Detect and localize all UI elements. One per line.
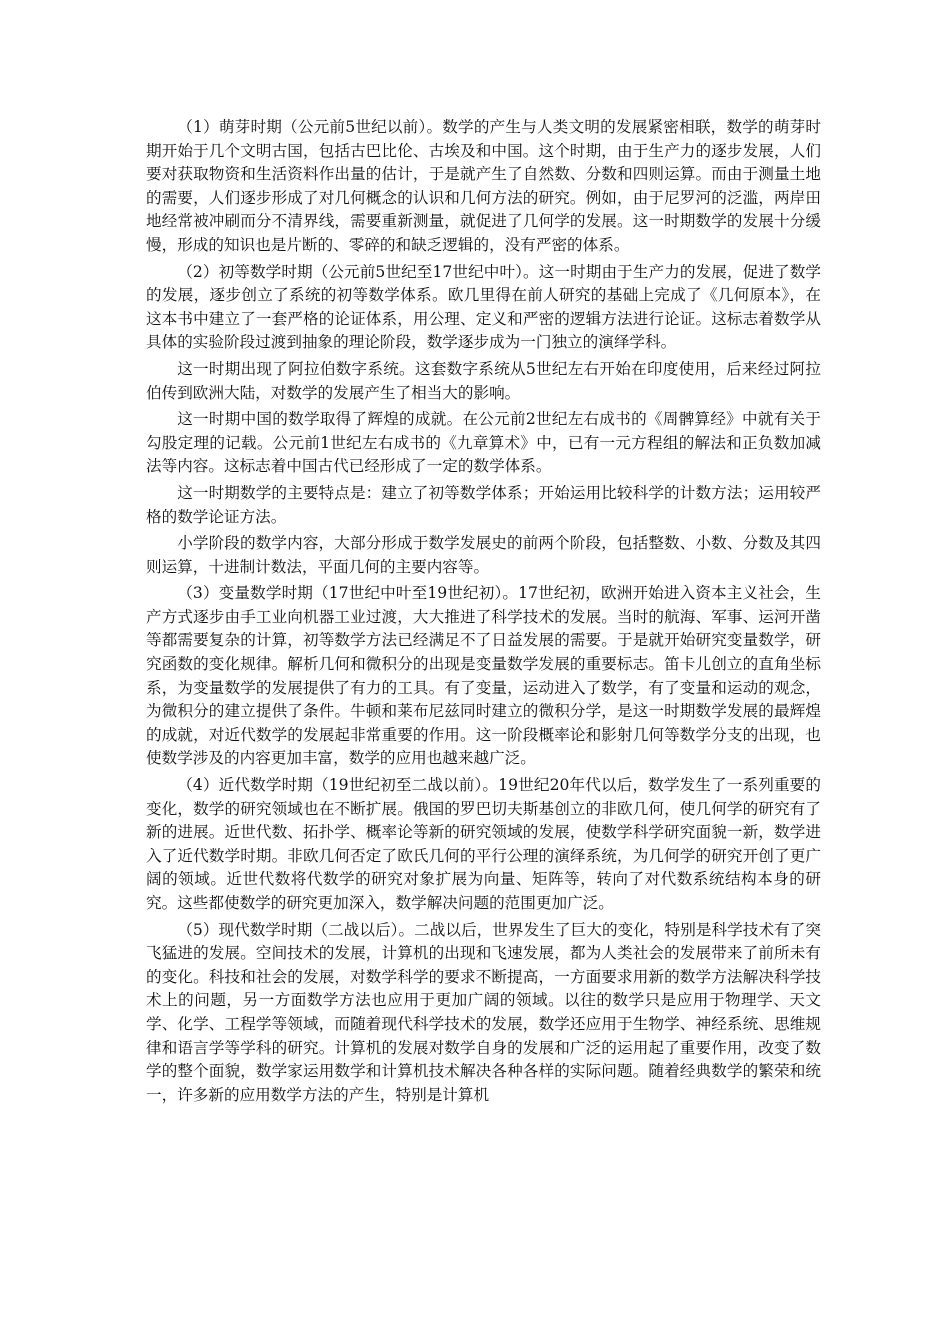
paragraph-elementary-period: （2）初等数学时期（公元前5世纪至17世纪中叶）。这一时期由于生产力的发展，促进了数学的发展，逐步创立了系统的初等数学体系。欧几里得在前人研究的基础上完成了《几何原本》，在这本书中建立了一套严格的论证体系，用公理、定义和严密的逻辑方法进行论证。这标志着数学从具体的实验阶段过渡到抽象的理论阶段，数学逐步成为一门独立的演绎学科。 — [146, 262, 821, 352]
paragraph-arabic-numerals: 这一时期出现了阿拉伯数字系统。这套数字系统从5世纪左右开始在印度使用，后来经过阿拉伯传到欧洲大陆，对数学的发展产生了相当大的影响。 — [146, 359, 821, 402]
paragraph-budding-period: （1）萌芽时期（公元前5世纪以前）。数学的产生与人类文明的发展紧密相联，数学的萌芽时期开始于几个文明古国，包括古巴比伦、古埃及和中国。这个时期，由于生产力的逐步发展，人们要对获取物资和生活资料作出量的估计，于是就产生了自然数、分数和四则运算。而由于测量土地的需要，人们逐步形成了对几何概念的认识和几何方法的研究。例如，由于尼罗河的泛滥，两岸田地经常被冲刷而分不清界线，需要重新测量，就促进了几何学的发展。这一时期数学的发展十分缓慢，形成的知识也是片断的、零碎的和缺乏逻辑的，没有严密的体系。 — [146, 118, 821, 254]
paragraph-contemporary-period: （5）现代数学时期（二战以后）。二战以后，世界发生了巨大的变化，特别是科学技术有了突飞猛进的发展。空间技术的发展，计算机的出现和飞速发展，都为人类社会的发展带来了前所未有的变化。科技和社会的发展，对数学科学的要求不断提高，一方面要求用新的数学方法解决科学技术上的问题，另一方面数学方法也应用于更加广阔的领域。以往的数学只是应用于物理学、天文学、化学、工程学等领域，而随着现代科学技术的发展，数学还应用于生物学、神经系统、思维规律和语言学等学科的研究。计算机的发展对数学自身的发展和广泛的运用起了重要作用，改变了数学的整个面貌，数学家运用数学和计算机技术解决各种各样的实际问题。随着经典数学的繁荣和统一，许多新的应用数学方法的产生，特别是计算机 — [146, 920, 821, 1104]
paragraph-period-features: 这一时期数学的主要特点是：建立了初等数学体系；开始运用比较科学的计数方法；运用较严格的数学论证方法。 — [146, 483, 821, 526]
paragraph-modern-period: （4）近代数学时期（19世纪初至二战以前）。19世纪20年代以后，数学发生了一系列重要的变化，数学的研究领域也在不断扩展。俄国的罗巴切夫斯基创立的非欧几何，使几何学的研究有了新的进展。近世代数、拓扑学、概率论等新的研究领域的发展，使数学科学研究面貌一新，数学进入了近代数学时期。非欧几何否定了欧氏几何的平行公理的演绎系统，为几何学的研究开创了更广阔的领域。近世代数将代数学的研究对象扩展为向量、矩阵等，转向了对代数系统结构本身的研究。这些都使数学的研究更加深入，数学解决问题的范围更加广泛。 — [146, 776, 821, 912]
document-body — [146, 116, 821, 1110]
paragraph-variable-period: （3）变量数学时期（17世纪中叶至19世纪初）。17世纪初，欧洲开始进入资本主义社会，生产方式逐步由手工业向机器工业过渡，大大推进了科学技术的发展。当时的航海、军事、运河开凿等都需要复杂的计算，初等数学方法已经满足不了日益发展的需要。于是就开始研究变量数学，研究函数的变化规律。解析几何和微积分的出现是变量数学发展的重要标志。笛卡儿创立的直角坐标系，为变量数学的发展提供了有力的工具。有了变量，运动进入了数学，有了变量和运动的观念，为微积分的建立提供了条件。牛顿和莱布尼兹同时建立的微积分学，是这一时期数学发展的最辉煌的成就，对近代数学的发展起非常重要的作用。这一阶段概率论和影射几何等数学分支的出现，也使数学涉及的内容更加丰富，数学的应用也越来越广泛。 — [146, 584, 821, 768]
paragraph-primary-school-content: 小学阶段的数学内容，大部分形成于数学发展史的前两个阶段，包括整数、小数、分数及其四则运算，十进制计数法，平面几何的主要内容等。 — [146, 534, 821, 576]
paragraph-chinese-mathematics: 这一时期中国的数学取得了辉煌的成就。在公元前2世纪左右成书的《周髀算经》中就有关于勾股定理的记载。公元前1世纪左右成书的《九章算术》中，已有一元方程组的解法和正负数加减法等内容。这标志着中国古代已经形成了一定的数学体系。 — [146, 410, 821, 476]
